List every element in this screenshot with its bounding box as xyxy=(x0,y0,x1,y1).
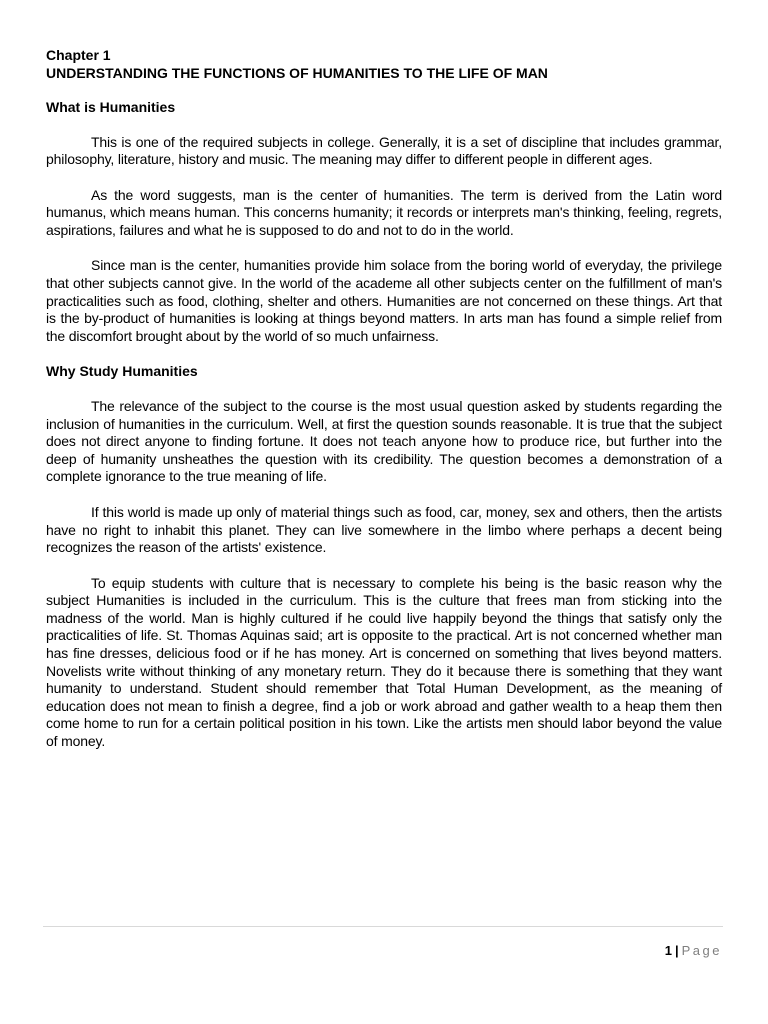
page-number: 1 xyxy=(664,943,672,958)
chapter-title: UNDERSTANDING THE FUNCTIONS OF HUMANITIES TO THE LIFE OF MAN xyxy=(46,64,548,81)
paragraph: The relevance of the subject to the course is the most usual question asked by students regarding the inclusion of humanities in the curriculum. Well, at first the question sounds reasonable. It is true that the subject does not direct anyone to finding fortune. It does not teach anyone how to produce rice, but further into the deep of humanity unsheathes the question with its credibility. The question becomes a demonstration of a complete ignorance to the true meaning of life. xyxy=(46,397,722,485)
paragraph: If this world is made up only of material things such as food, car, money, sex and others, then the artists have no right to inhabit this planet. They can live somewhere in the limbo where perhaps a decent being recognizes the reason of the artists' existence. xyxy=(46,503,722,556)
paragraph: To equip students with culture that is necessary to complete his being is the basic reason why the subject Humanities is included in the curriculum. This is the culture that frees man from sticking into the madness of the world. Man is highly cultured if he could live happily beyond the things that satisfy only the practicalities of life. St. Thomas Aquinas said; art is opposite to the practical. Art is not concerned whether man has fine dresses, delicious food or if he has money. Art is concerned on something that lives beyond matters. Novelists write without thinking of any monetary return. They do it because there is something that they want humanity to understand. Student should remember that Total Human Development, as the meaning of education does not mean to finish a degree, find a job or work abroad and gather wealth to a heap them then come home to run for a certain political position in his town. Like the artists men should labor beyond the value of money. xyxy=(46,574,722,750)
paragraph: Since man is the center, humanities provide him solace from the boring world of everyday, the privilege that other subjects cannot give. In the world of the academe all other subjects center on the fulfillment of man's practicalities such as food, clothing, shelter and others. Humanities are not concerned on these things. Art that is the by-product of humanities is looking at things beyond matters. In arts man has found a simple relief from the discomfort brought about by the world of so much unfairness. xyxy=(46,257,722,344)
footer-divider xyxy=(43,926,723,927)
section-heading-why-study-humanities: Why Study Humanities xyxy=(46,363,198,380)
section-heading-what-is-humanities: What is Humanities xyxy=(46,99,176,115)
page-content xyxy=(46,47,722,751)
page-separator: | xyxy=(674,943,679,958)
paragraph: As the word suggests, man is the center of humanities. The term is derived from the Latin word humanus, which means human. This concerns humanity; it records or interprets man's thinking, feeling, regrets, aspirations, failures and what he is supposed to do and not to do in the world. xyxy=(46,186,722,238)
page-label: Page xyxy=(681,943,722,958)
paragraph: This is one of the required subjects in college. Generally, it is a set of discipline that includes grammar, philosophy, literature, history and music. The meaning may differ to different people in different ages. xyxy=(46,133,722,168)
chapter-number: Chapter 1 xyxy=(46,47,111,63)
page-footer xyxy=(665,943,722,959)
